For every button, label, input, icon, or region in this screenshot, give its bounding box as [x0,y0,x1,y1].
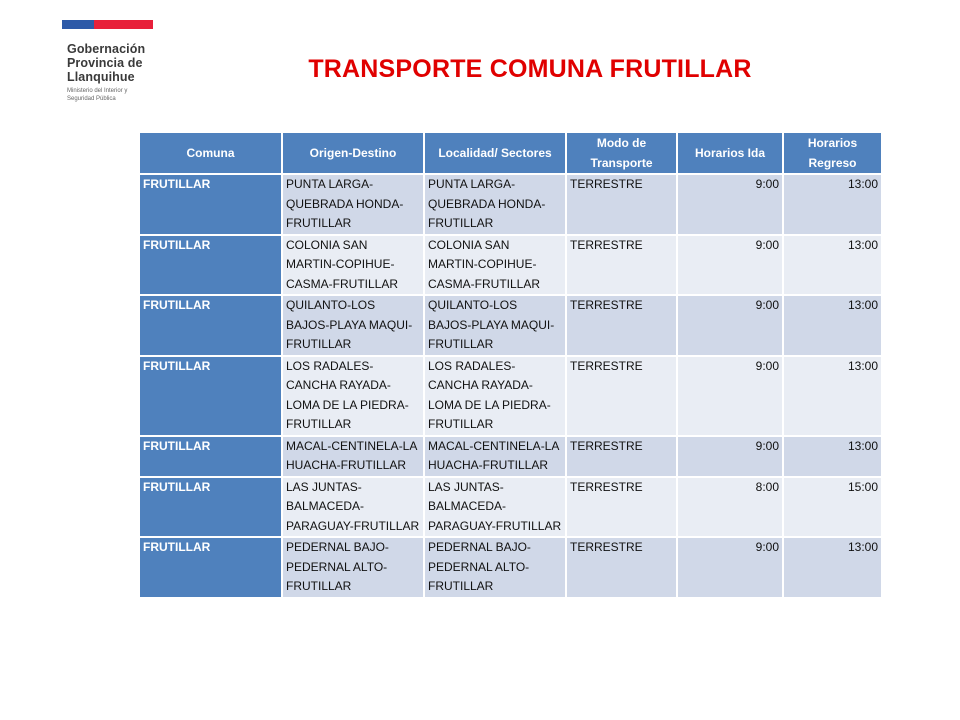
cell-modo: TERRESTRE [566,537,677,598]
cell-horario-regreso: 15:00 [783,477,881,538]
cell-modo: TERRESTRE [566,235,677,296]
header-comuna: Comuna [140,133,282,174]
cell-horario-ida: 9:00 [677,235,783,296]
cell-origen-destino: PEDERNAL BAJO-PEDERNAL ALTO-FRUTILLAR [282,537,424,598]
cell-horario-ida: 9:00 [677,295,783,356]
cell-horario-regreso: 13:00 [783,356,881,436]
cell-modo: TERRESTRE [566,174,677,235]
cell-comuna: FRUTILLAR [140,235,282,296]
cell-modo: TERRESTRE [566,477,677,538]
cell-comuna: FRUTILLAR [140,436,282,477]
table-row [140,174,881,235]
cell-modo: TERRESTRE [566,436,677,477]
cell-origen-destino: QUILANTO-LOS BAJOS-PLAYA MAQUI-FRUTILLAR [282,295,424,356]
cell-horario-regreso: 13:00 [783,235,881,296]
cell-comuna: FRUTILLAR [140,477,282,538]
logo-sub-1: Ministerio del Interior y [67,88,128,94]
table-row [140,436,881,477]
cell-horario-ida: 9:00 [677,436,783,477]
cell-horario-regreso: 13:00 [783,436,881,477]
cell-localidad: PUNTA LARGA-QUEBRADA HONDA-FRUTILLAR [424,174,566,235]
cell-horario-ida: 8:00 [677,477,783,538]
cell-localidad: COLONIA SAN MARTIN-COPIHUE-CASMA-FRUTILLAR [424,235,566,296]
transport-table [140,133,881,599]
cell-comuna: FRUTILLAR [140,295,282,356]
table-row [140,356,881,436]
cell-localidad: LOS RADALES-CANCHA RAYADA-LOMA DE LA PIEDRA-FRUTILLAR [424,356,566,436]
cell-horario-regreso: 13:00 [783,295,881,356]
cell-comuna: FRUTILLAR [140,174,282,235]
logo-line-3: Llanquihue [67,70,135,84]
header-modo: Modo de Transporte [566,133,677,174]
header-origen-destino: Origen-Destino [282,133,424,174]
cell-origen-destino: LAS JUNTAS-BALMACEDA-PARAGUAY-FRUTILLAR [282,477,424,538]
header-horarios-ida: Horarios Ida [677,133,783,174]
logo-sub-2: Seguridad Pública [67,96,116,102]
cell-comuna: FRUTILLAR [140,356,282,436]
logo-line-2: Provincia de [67,56,143,70]
cell-localidad: MACAL-CENTINELA-LA HUACHA-FRUTILLAR [424,436,566,477]
table-row [140,235,881,296]
cell-horario-ida: 9:00 [677,356,783,436]
flag-blue-segment [62,20,94,29]
flag-bar [62,20,153,29]
cell-comuna: FRUTILLAR [140,537,282,598]
cell-modo: TERRESTRE [566,295,677,356]
cell-horario-ida: 9:00 [677,537,783,598]
header-horarios-regreso: Horarios Regreso [783,133,881,174]
logo-line-1: Gobernación [67,42,146,56]
cell-origen-destino: LOS RADALES-CANCHA RAYADA-LOMA DE LA PIEDRA-FRUTILLAR [282,356,424,436]
table-row [140,477,881,538]
logo-subtitle [67,87,145,103]
cell-origen-destino: COLONIA SAN MARTIN-COPIHUE-CASMA-FRUTILLAR [282,235,424,296]
cell-horario-regreso: 13:00 [783,537,881,598]
page-title: TRANSPORTE COMUNA FRUTILLAR [308,55,752,83]
cell-modo: TERRESTRE [566,356,677,436]
cell-origen-destino: PUNTA LARGA-QUEBRADA HONDA-FRUTILLAR [282,174,424,235]
cell-horario-ida: 9:00 [677,174,783,235]
table-row [140,537,881,598]
table-row [140,295,881,356]
table-header-row [140,133,881,174]
cell-origen-destino: MACAL-CENTINELA-LA HUACHA-FRUTILLAR [282,436,424,477]
cell-localidad: PEDERNAL BAJO-PEDERNAL ALTO-FRUTILLAR [424,537,566,598]
government-logo [67,42,145,103]
header-localidad: Localidad/ Sectores [424,133,566,174]
cell-localidad: LAS JUNTAS-BALMACEDA-PARAGUAY-FRUTILLAR [424,477,566,538]
cell-horario-regreso: 13:00 [783,174,881,235]
flag-red-segment [94,20,153,29]
cell-localidad: QUILANTO-LOS BAJOS-PLAYA MAQUI-FRUTILLAR [424,295,566,356]
